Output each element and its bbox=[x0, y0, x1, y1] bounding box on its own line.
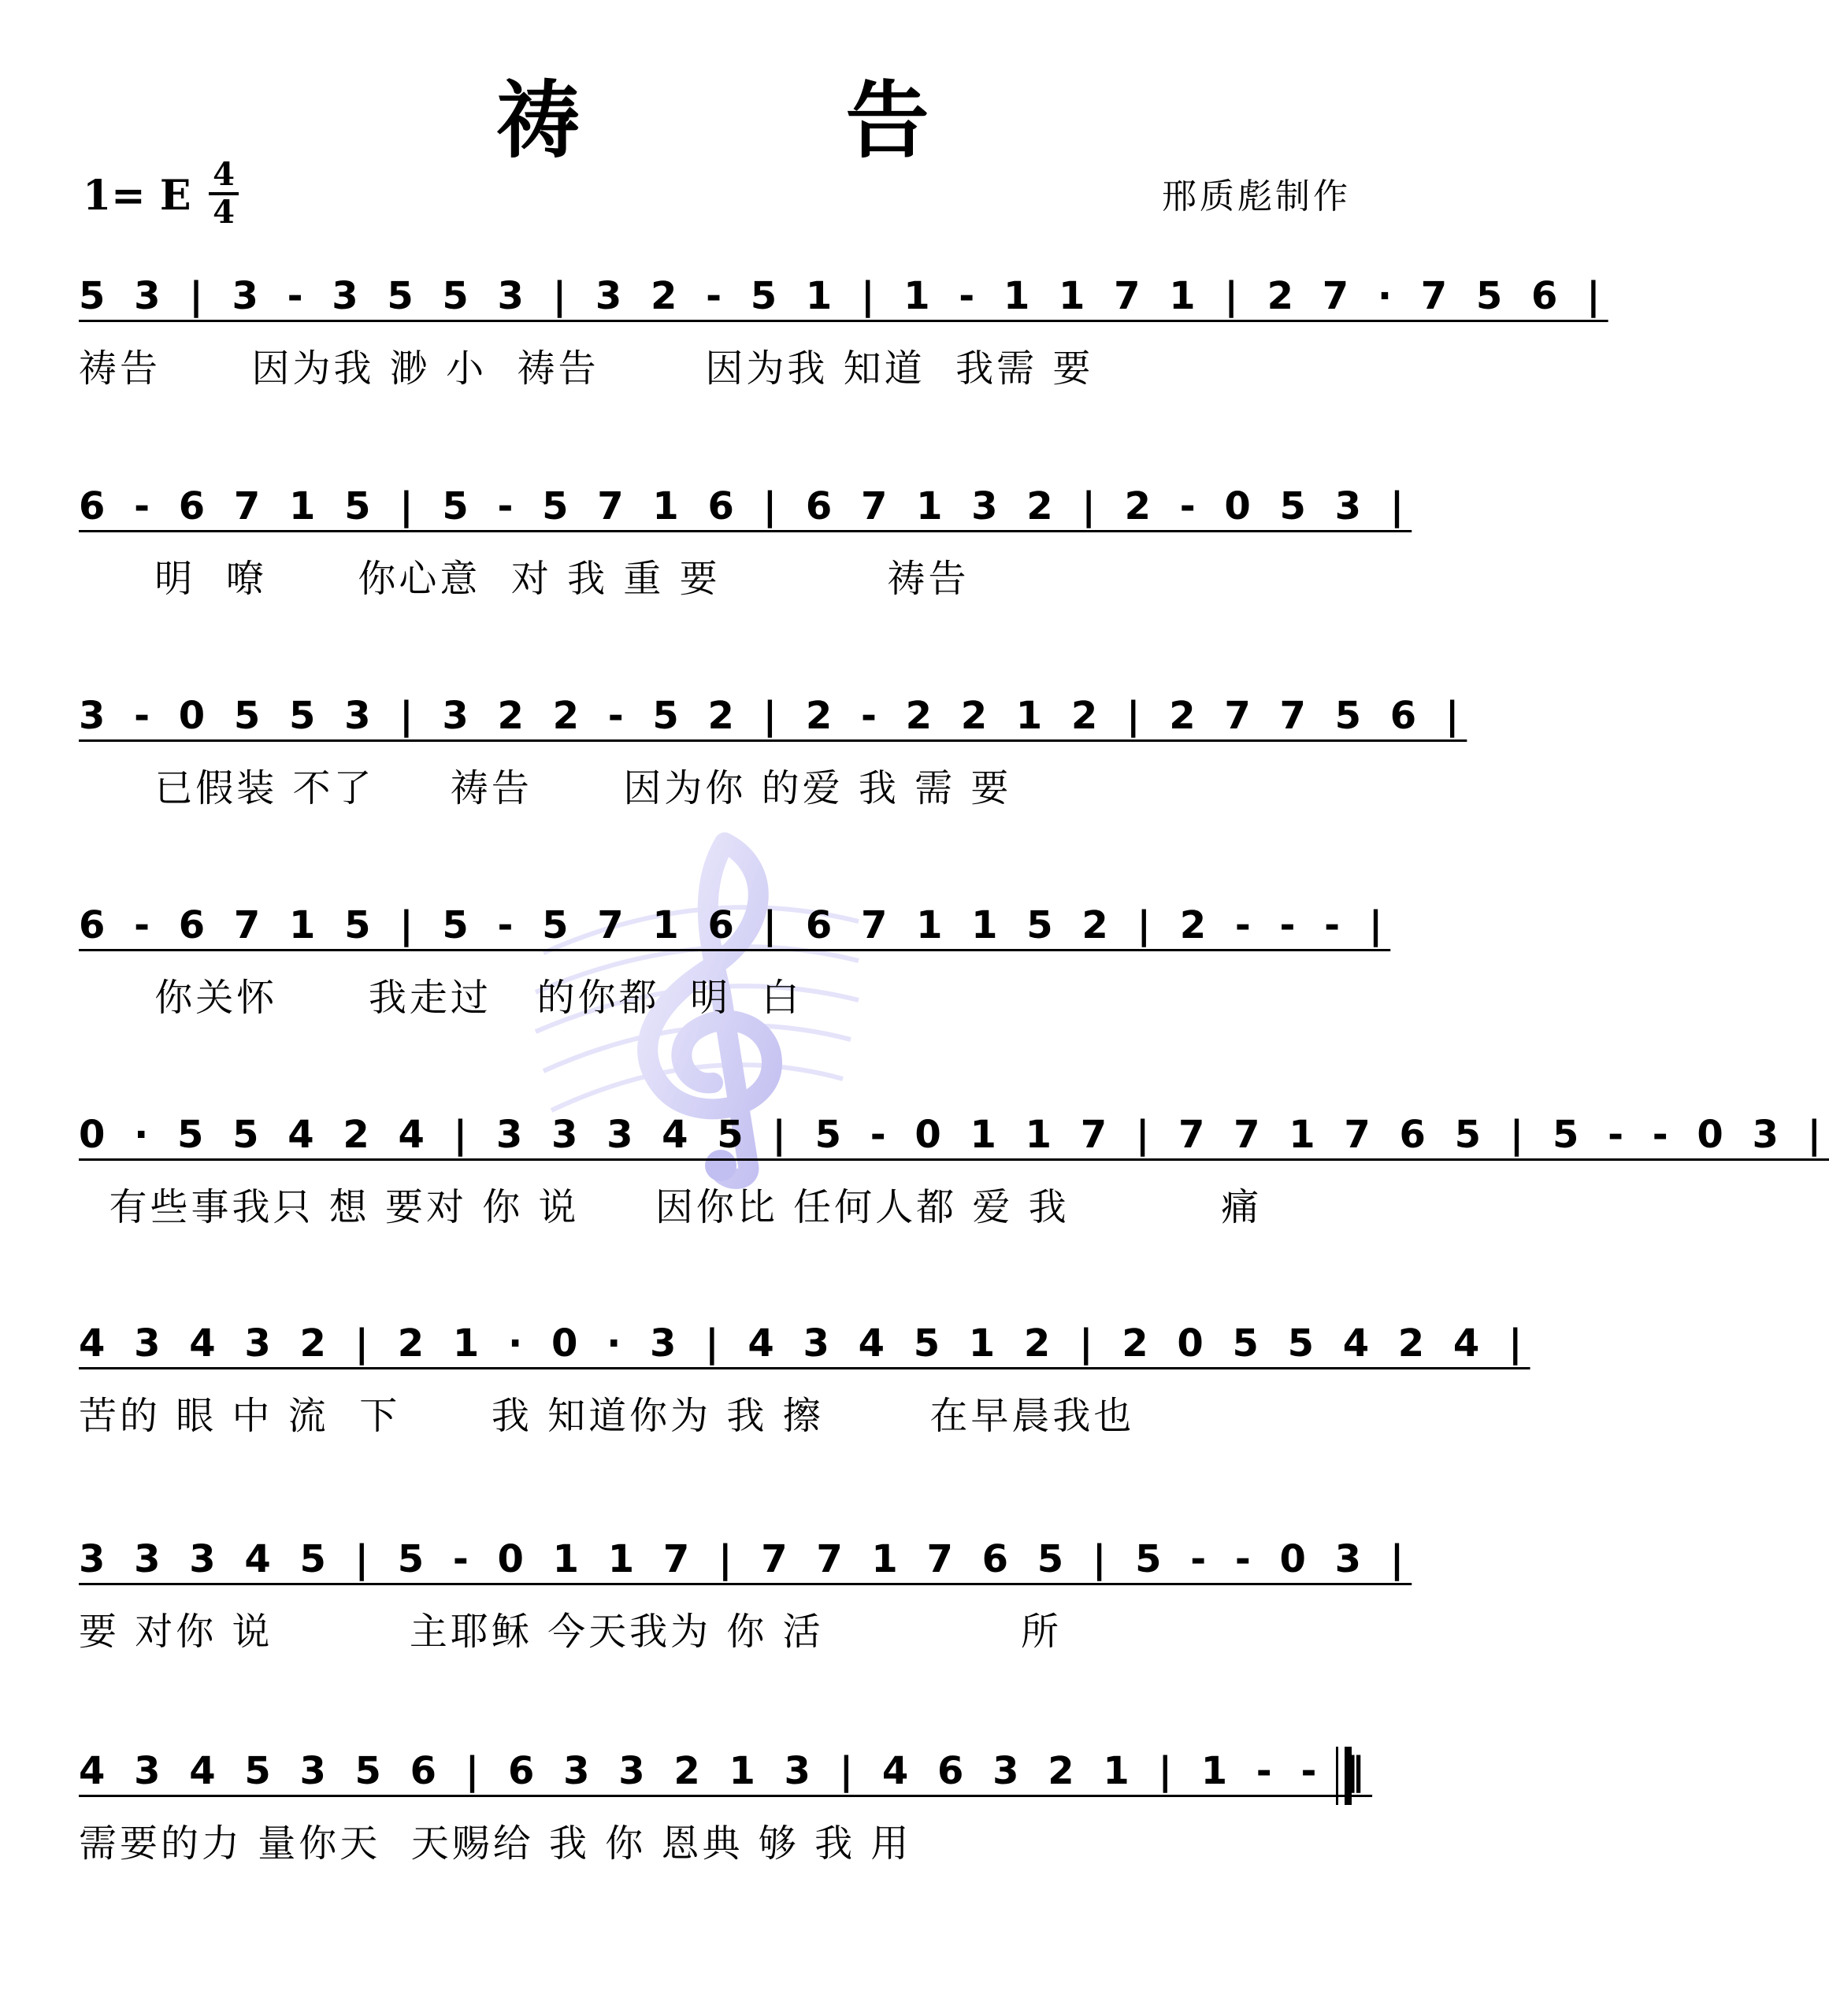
lyric-line-3: 已假装 不了 祷告 因为你 的爱 我 需 要 bbox=[79, 765, 1012, 810]
notation-line-2: 6 - 6 7 1 5 | 5 - 5 7 1 6 | 6 7 1 3 2 | 2 - 0 5 3 | bbox=[79, 484, 1412, 528]
lyric-line-2: 明 嘹 你心意 对 我 重 要 祷告 bbox=[79, 556, 970, 601]
time-signature-numerator: 4 bbox=[209, 159, 239, 195]
notation-line-8: 4 3 4 5 3 5 6 | 6 3 3 2 1 3 | 4 6 3 2 1 | 1 - - ‖ bbox=[79, 1748, 1373, 1793]
notation-line-1: 5 3 | 3 - 3 5 5 3 | 3 2 - 5 1 | 1 - 1 1 7 1 | 2 7 · 7 5 6 | bbox=[79, 273, 1608, 318]
lyric-line-6: 苦的 眼 中 流 下 我 知道你为 我 擦 在早晨我也 bbox=[79, 1393, 1135, 1438]
notation-line-5: 0 · 5 5 4 2 4 | 3 3 3 4 5 | 5 - 0 1 1 7 | 7 7 1 7 6 5 | 5 - - 0 3 | bbox=[79, 1112, 1829, 1157]
lyric-line-1: 祷告 因为我 渺 小 祷告 因为我 知道 我需 要 bbox=[79, 346, 1094, 391]
lyric-line-4: 你关怀 我走过 的你都 明 白 bbox=[79, 975, 803, 1020]
time-signature-denominator: 4 bbox=[213, 194, 235, 231]
lyric-line-5: 有些事我只 想 要对 你 说 因你比 任何人都 爱 我 痛 bbox=[79, 1184, 1263, 1229]
author-credit: 邢质彪制作 bbox=[1162, 176, 1351, 217]
notation-line-6: 4 3 4 3 2 | 2 1 · 0 · 3 | 4 3 4 5 1 2 | 2 0 5 5 4 2 4 | bbox=[79, 1321, 1530, 1366]
lyric-line-8: 需要的力 量你天 天赐给 我 你 恩典 够 我 用 bbox=[79, 1821, 912, 1866]
page-title: 祷 告 bbox=[496, 71, 1048, 169]
key-signature: 1= E bbox=[83, 172, 191, 220]
notation-line-4: 6 - 6 7 1 5 | 5 - 5 7 1 6 | 6 7 1 1 5 2 | 2 - - - | bbox=[79, 902, 1391, 947]
time-signature bbox=[209, 156, 239, 231]
final-barline bbox=[1336, 1747, 1352, 1805]
notation-line-3: 3 - 0 5 5 3 | 3 2 2 - 5 2 | 2 - 2 2 1 2 | 2 7 7 5 6 | bbox=[79, 693, 1467, 738]
lyric-line-7: 要 对你 说 主耶稣 今天我为 你 活 所 bbox=[79, 1609, 1062, 1654]
notation-line-7: 3 3 3 4 5 | 5 - 0 1 1 7 | 7 7 1 7 6 5 | 5 - - 0 3 | bbox=[79, 1536, 1412, 1581]
